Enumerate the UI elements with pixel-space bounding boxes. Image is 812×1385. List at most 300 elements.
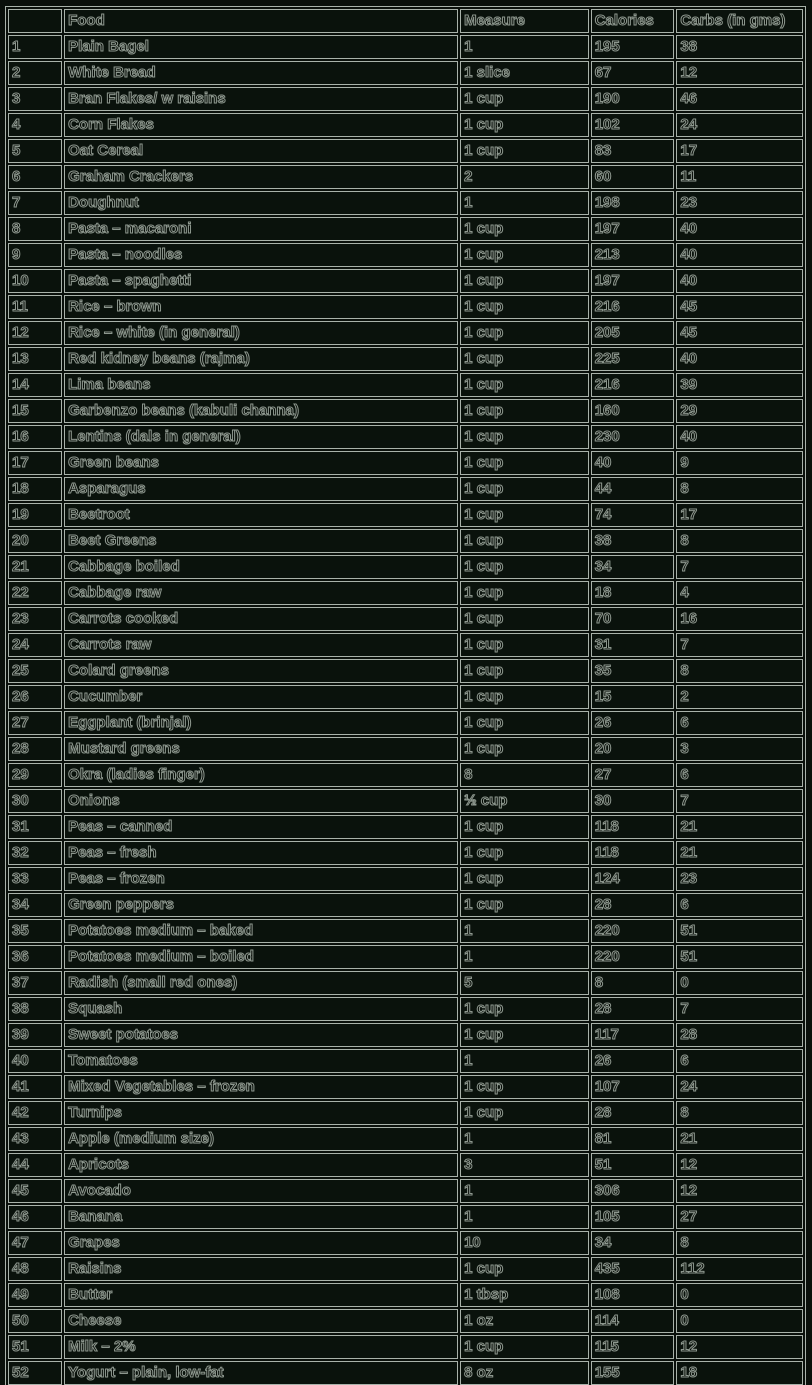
- cell-carbs: 12: [676, 1335, 803, 1359]
- table-row: [8, 269, 803, 293]
- cell-food: Mixed Vegetables – frozen: [64, 1075, 458, 1099]
- cell-calories: 28: [591, 997, 675, 1021]
- table-row: [8, 711, 803, 735]
- cell-calories: 118: [591, 815, 675, 839]
- cell-calories: 35: [591, 659, 675, 683]
- cell-food: Carrots cooked: [64, 607, 458, 631]
- cell-row-number: 14: [8, 373, 62, 397]
- cell-carbs: 0: [676, 1309, 803, 1333]
- cell-calories: 67: [591, 61, 675, 85]
- cell-carbs: 24: [676, 113, 803, 137]
- cell-measure: 1 cup: [460, 295, 589, 319]
- cell-food: Peas – frozen: [64, 867, 458, 891]
- cell-calories: 198: [591, 191, 675, 215]
- cell-food: Potatoes medium – baked: [64, 919, 458, 943]
- cell-calories: 197: [591, 269, 675, 293]
- cell-measure: 1: [460, 1049, 589, 1073]
- table-row: [8, 971, 803, 995]
- cell-measure: 8: [460, 763, 589, 787]
- table-row: [8, 997, 803, 1021]
- cell-food: Rice – brown: [64, 295, 458, 319]
- cell-measure: 1: [460, 191, 589, 215]
- cell-measure: 1 cup: [460, 399, 589, 423]
- cell-carbs: 12: [676, 1179, 803, 1203]
- header-cell-food: Food: [64, 9, 458, 33]
- cell-row-number: 12: [8, 321, 62, 345]
- cell-measure: 1 cup: [460, 581, 589, 605]
- cell-carbs: 46: [676, 87, 803, 111]
- cell-measure: 1 cup: [460, 373, 589, 397]
- cell-food: Red kidney beans (rajma): [64, 347, 458, 371]
- cell-measure: 1 cup: [460, 113, 589, 137]
- cell-calories: 34: [591, 1231, 675, 1255]
- cell-calories: 27: [591, 763, 675, 787]
- table-row: [8, 295, 803, 319]
- cell-measure: ½ cup: [460, 789, 589, 813]
- cell-calories: 81: [591, 1127, 675, 1151]
- cell-measure: 3: [460, 1153, 589, 1177]
- cell-measure: 1 cup: [460, 477, 589, 501]
- cell-measure: 1 oz: [460, 1309, 589, 1333]
- cell-calories: 40: [591, 451, 675, 475]
- table-row: [8, 737, 803, 761]
- cell-food: Lentins (dals in general): [64, 425, 458, 449]
- cell-carbs: 7: [676, 997, 803, 1021]
- cell-row-number: 9: [8, 243, 62, 267]
- cell-calories: 83: [591, 139, 675, 163]
- table-row: [8, 815, 803, 839]
- cell-food: Cheese: [64, 1309, 458, 1333]
- cell-measure: 1: [460, 919, 589, 943]
- cell-row-number: 45: [8, 1179, 62, 1203]
- cell-food: Rice – white (in general): [64, 321, 458, 345]
- cell-calories: 105: [591, 1205, 675, 1229]
- cell-row-number: 42: [8, 1101, 62, 1125]
- cell-row-number: 32: [8, 841, 62, 865]
- cell-measure: 2: [460, 165, 589, 189]
- cell-food: Beet Greens: [64, 529, 458, 553]
- cell-row-number: 20: [8, 529, 62, 553]
- table-row: [8, 1153, 803, 1177]
- cell-row-number: 49: [8, 1283, 62, 1307]
- cell-food: Cabbage raw: [64, 581, 458, 605]
- table-row: [8, 763, 803, 787]
- cell-measure: 1: [460, 945, 589, 969]
- table-row: [8, 139, 803, 163]
- cell-measure: 1 cup: [460, 1257, 589, 1281]
- cell-measure: 1 cup: [460, 685, 589, 709]
- cell-calories: 108: [591, 1283, 675, 1307]
- cell-calories: 15: [591, 685, 675, 709]
- cell-food: White Bread: [64, 61, 458, 85]
- cell-row-number: 33: [8, 867, 62, 891]
- table-row: [8, 373, 803, 397]
- cell-measure: 1 cup: [460, 1023, 589, 1047]
- cell-calories: 124: [591, 867, 675, 891]
- table-row: [8, 867, 803, 891]
- cell-row-number: 8: [8, 217, 62, 241]
- cell-carbs: 40: [676, 347, 803, 371]
- cell-measure: 1 cup: [460, 841, 589, 865]
- cell-calories: 220: [591, 919, 675, 943]
- cell-row-number: 10: [8, 269, 62, 293]
- cell-food: Peas – fresh: [64, 841, 458, 865]
- cell-calories: 118: [591, 841, 675, 865]
- cell-carbs: 23: [676, 867, 803, 891]
- cell-carbs: 6: [676, 893, 803, 917]
- cell-row-number: 50: [8, 1309, 62, 1333]
- table-row: [8, 243, 803, 267]
- cell-measure: 1 cup: [460, 451, 589, 475]
- cell-row-number: 47: [8, 1231, 62, 1255]
- table-row: [8, 165, 803, 189]
- cell-food: Raisins: [64, 1257, 458, 1281]
- cell-measure: 8 oz: [460, 1361, 589, 1385]
- cell-calories: 114: [591, 1309, 675, 1333]
- cell-calories: 102: [591, 113, 675, 137]
- cell-food: Bran Flakes/ w raisins: [64, 87, 458, 111]
- cell-row-number: 22: [8, 581, 62, 605]
- cell-calories: 60: [591, 165, 675, 189]
- cell-food: Apple (medium size): [64, 1127, 458, 1151]
- cell-food: Onions: [64, 789, 458, 813]
- cell-food: Asparagus: [64, 477, 458, 501]
- cell-food: Corn Flakes: [64, 113, 458, 137]
- cell-calories: 205: [591, 321, 675, 345]
- table-row: [8, 893, 803, 917]
- cell-row-number: 3: [8, 87, 62, 111]
- table-row: [8, 321, 803, 345]
- cell-measure: 1 cup: [460, 87, 589, 111]
- cell-carbs: 51: [676, 919, 803, 943]
- cell-measure: 1 cup: [460, 997, 589, 1021]
- cell-carbs: 8: [676, 1101, 803, 1125]
- cell-carbs: 8: [676, 1231, 803, 1255]
- table-row: [8, 191, 803, 215]
- cell-calories: 38: [591, 529, 675, 553]
- cell-row-number: 25: [8, 659, 62, 683]
- cell-row-number: 38: [8, 997, 62, 1021]
- cell-calories: 18: [591, 581, 675, 605]
- table-row: [8, 1257, 803, 1281]
- cell-measure: 1 tbsp: [460, 1283, 589, 1307]
- cell-calories: 216: [591, 373, 675, 397]
- cell-row-number: 43: [8, 1127, 62, 1151]
- cell-carbs: 6: [676, 711, 803, 735]
- table-row: [8, 633, 803, 657]
- cell-measure: 1 cup: [460, 503, 589, 527]
- cell-row-number: 5: [8, 139, 62, 163]
- cell-calories: 190: [591, 87, 675, 111]
- table-row: [8, 113, 803, 137]
- cell-carbs: 51: [676, 945, 803, 969]
- cell-measure: 1 slice: [460, 61, 589, 85]
- cell-measure: 1 cup: [460, 711, 589, 735]
- cell-carbs: 17: [676, 503, 803, 527]
- cell-measure: 1 cup: [460, 893, 589, 917]
- cell-food: Peas – canned: [64, 815, 458, 839]
- cell-food: Green peppers: [64, 893, 458, 917]
- cell-row-number: 48: [8, 1257, 62, 1281]
- cell-measure: 1 cup: [460, 867, 589, 891]
- cell-measure: 1 cup: [460, 1101, 589, 1125]
- cell-row-number: 34: [8, 893, 62, 917]
- table-row: [8, 1205, 803, 1229]
- cell-measure: 1 cup: [460, 321, 589, 345]
- cell-carbs: 39: [676, 373, 803, 397]
- cell-carbs: 40: [676, 243, 803, 267]
- cell-row-number: 28: [8, 737, 62, 761]
- cell-calories: 51: [591, 1153, 675, 1177]
- cell-food: Beetroot: [64, 503, 458, 527]
- cell-calories: 195: [591, 35, 675, 59]
- cell-calories: 20: [591, 737, 675, 761]
- cell-calories: 117: [591, 1023, 675, 1047]
- cell-row-number: 4: [8, 113, 62, 137]
- cell-calories: 306: [591, 1179, 675, 1203]
- table-row: [8, 529, 803, 553]
- cell-measure: 1 cup: [460, 139, 589, 163]
- cell-calories: 28: [591, 1101, 675, 1125]
- cell-food: Lima beans: [64, 373, 458, 397]
- cell-row-number: 30: [8, 789, 62, 813]
- cell-row-number: 16: [8, 425, 62, 449]
- cell-measure: 1: [460, 1179, 589, 1203]
- cell-row-number: 31: [8, 815, 62, 839]
- cell-calories: 155: [591, 1361, 675, 1385]
- cell-food: Cucumber: [64, 685, 458, 709]
- cell-calories: 107: [591, 1075, 675, 1099]
- cell-calories: 160: [591, 399, 675, 423]
- cell-food: Oat Cereal: [64, 139, 458, 163]
- table-row: [8, 1127, 803, 1151]
- cell-row-number: 37: [8, 971, 62, 995]
- table-row: [8, 1075, 803, 1099]
- table-row: [8, 919, 803, 943]
- table-row: [8, 451, 803, 475]
- cell-measure: 1: [460, 1205, 589, 1229]
- cell-carbs: 8: [676, 529, 803, 553]
- cell-carbs: 16: [676, 607, 803, 631]
- table-row: [8, 607, 803, 631]
- cell-food: Okra (ladies finger): [64, 763, 458, 787]
- cell-row-number: 27: [8, 711, 62, 735]
- cell-carbs: 21: [676, 1127, 803, 1151]
- cell-carbs: 2: [676, 685, 803, 709]
- table-row: [8, 841, 803, 865]
- cell-row-number: 13: [8, 347, 62, 371]
- cell-carbs: 45: [676, 321, 803, 345]
- table-row: [8, 789, 803, 813]
- cell-food: Milk – 2%: [64, 1335, 458, 1359]
- cell-row-number: 2: [8, 61, 62, 85]
- cell-carbs: 0: [676, 1283, 803, 1307]
- cell-food: Avocado: [64, 1179, 458, 1203]
- cell-carbs: 28: [676, 1023, 803, 1047]
- table-row: [8, 581, 803, 605]
- cell-carbs: 6: [676, 1049, 803, 1073]
- food-calorie-table: [5, 6, 806, 1385]
- cell-carbs: 8: [676, 659, 803, 683]
- cell-food: Eggplant (brinjal): [64, 711, 458, 735]
- cell-food: Butter: [64, 1283, 458, 1307]
- cell-food: Turnips: [64, 1101, 458, 1125]
- cell-food: Apricots: [64, 1153, 458, 1177]
- cell-row-number: 52: [8, 1361, 62, 1385]
- table-row: [8, 61, 803, 85]
- cell-carbs: 21: [676, 841, 803, 865]
- header-cell-calories: Calories: [591, 9, 675, 33]
- cell-carbs: 38: [676, 35, 803, 59]
- cell-food: Sweet potatoes: [64, 1023, 458, 1047]
- cell-carbs: 7: [676, 633, 803, 657]
- cell-calories: 26: [591, 1049, 675, 1073]
- cell-measure: 1 cup: [460, 269, 589, 293]
- cell-carbs: 112: [676, 1257, 803, 1281]
- table-row: [8, 1361, 803, 1385]
- table-row: [8, 659, 803, 683]
- table-row: [8, 217, 803, 241]
- cell-food: Plain Bagel: [64, 35, 458, 59]
- cell-calories: 197: [591, 217, 675, 241]
- cell-measure: 1 cup: [460, 633, 589, 657]
- header-cell-measure: Measure: [460, 9, 589, 33]
- table-row: [8, 477, 803, 501]
- table-row: [8, 555, 803, 579]
- cell-food: Garbenzo beans (kabuli channa): [64, 399, 458, 423]
- cell-calories: 115: [591, 1335, 675, 1359]
- cell-calories: 28: [591, 893, 675, 917]
- cell-calories: 31: [591, 633, 675, 657]
- cell-carbs: 0: [676, 971, 803, 995]
- cell-carbs: 9: [676, 451, 803, 475]
- cell-food: Cabbage boiled: [64, 555, 458, 579]
- cell-row-number: 23: [8, 607, 62, 631]
- cell-row-number: 36: [8, 945, 62, 969]
- cell-food: Doughnut: [64, 191, 458, 215]
- cell-carbs: 7: [676, 555, 803, 579]
- cell-row-number: 18: [8, 477, 62, 501]
- cell-row-number: 17: [8, 451, 62, 475]
- cell-row-number: 51: [8, 1335, 62, 1359]
- table-row: [8, 945, 803, 969]
- cell-carbs: 3: [676, 737, 803, 761]
- table-row: [8, 1101, 803, 1125]
- table-row: [8, 399, 803, 423]
- cell-measure: 1 cup: [460, 815, 589, 839]
- cell-row-number: 44: [8, 1153, 62, 1177]
- cell-food: Squash: [64, 997, 458, 1021]
- table-row: [8, 1335, 803, 1359]
- cell-food: Yogurt – plain, low-fat: [64, 1361, 458, 1385]
- cell-row-number: 40: [8, 1049, 62, 1073]
- cell-calories: 70: [591, 607, 675, 631]
- table-row: [8, 1179, 803, 1203]
- cell-carbs: 12: [676, 61, 803, 85]
- cell-row-number: 46: [8, 1205, 62, 1229]
- header-cell-carbs: Carbs (in gms): [676, 9, 803, 33]
- cell-carbs: 23: [676, 191, 803, 215]
- cell-carbs: 17: [676, 139, 803, 163]
- cell-measure: 1 cup: [460, 347, 589, 371]
- cell-measure: 1 cup: [460, 737, 589, 761]
- cell-calories: 30: [591, 789, 675, 813]
- cell-carbs: 7: [676, 789, 803, 813]
- cell-calories: 44: [591, 477, 675, 501]
- cell-food: Pasta – macaroni: [64, 217, 458, 241]
- cell-food: Graham Crackers: [64, 165, 458, 189]
- cell-food: Pasta – noodles: [64, 243, 458, 267]
- cell-measure: 1 cup: [460, 425, 589, 449]
- table-row: [8, 425, 803, 449]
- cell-calories: 216: [591, 295, 675, 319]
- cell-carbs: 4: [676, 581, 803, 605]
- table-row: [8, 35, 803, 59]
- cell-row-number: 41: [8, 1075, 62, 1099]
- cell-measure: 10: [460, 1231, 589, 1255]
- header-cell-index: [8, 9, 62, 33]
- cell-row-number: 26: [8, 685, 62, 709]
- table-row: [8, 87, 803, 111]
- cell-calories: 225: [591, 347, 675, 371]
- cell-row-number: 15: [8, 399, 62, 423]
- cell-row-number: 1: [8, 35, 62, 59]
- cell-food: Pasta – spaghetti: [64, 269, 458, 293]
- cell-food: Grapes: [64, 1231, 458, 1255]
- cell-food: Radish (small red ones): [64, 971, 458, 995]
- cell-carbs: 29: [676, 399, 803, 423]
- cell-row-number: 29: [8, 763, 62, 787]
- cell-measure: 1 cup: [460, 1075, 589, 1099]
- cell-measure: 1 cup: [460, 659, 589, 683]
- cell-measure: 1 cup: [460, 529, 589, 553]
- cell-carbs: 6: [676, 763, 803, 787]
- cell-calories: 26: [591, 711, 675, 735]
- cell-food: Potatoes medium – boiled: [64, 945, 458, 969]
- cell-calories: 220: [591, 945, 675, 969]
- cell-carbs: 12: [676, 1153, 803, 1177]
- cell-food: Carrots raw: [64, 633, 458, 657]
- table-row: [8, 685, 803, 709]
- cell-carbs: 27: [676, 1205, 803, 1229]
- cell-calories: 74: [591, 503, 675, 527]
- table-row: [8, 1231, 803, 1255]
- cell-food: Tomatoes: [64, 1049, 458, 1073]
- cell-carbs: 18: [676, 1361, 803, 1385]
- cell-carbs: 40: [676, 217, 803, 241]
- table-row: [8, 1023, 803, 1047]
- cell-row-number: 24: [8, 633, 62, 657]
- cell-measure: 1: [460, 1127, 589, 1151]
- cell-measure: 5: [460, 971, 589, 995]
- cell-measure: 1: [460, 35, 589, 59]
- cell-row-number: 11: [8, 295, 62, 319]
- cell-measure: 1 cup: [460, 607, 589, 631]
- cell-row-number: 39: [8, 1023, 62, 1047]
- cell-row-number: 35: [8, 919, 62, 943]
- cell-calories: 8: [591, 971, 675, 995]
- cell-row-number: 7: [8, 191, 62, 215]
- cell-measure: 1 cup: [460, 217, 589, 241]
- cell-calories: 213: [591, 243, 675, 267]
- table-row: [8, 503, 803, 527]
- cell-row-number: 6: [8, 165, 62, 189]
- header-row: [8, 9, 803, 33]
- cell-calories: 435: [591, 1257, 675, 1281]
- cell-row-number: 21: [8, 555, 62, 579]
- cell-carbs: 24: [676, 1075, 803, 1099]
- cell-food: Banana: [64, 1205, 458, 1229]
